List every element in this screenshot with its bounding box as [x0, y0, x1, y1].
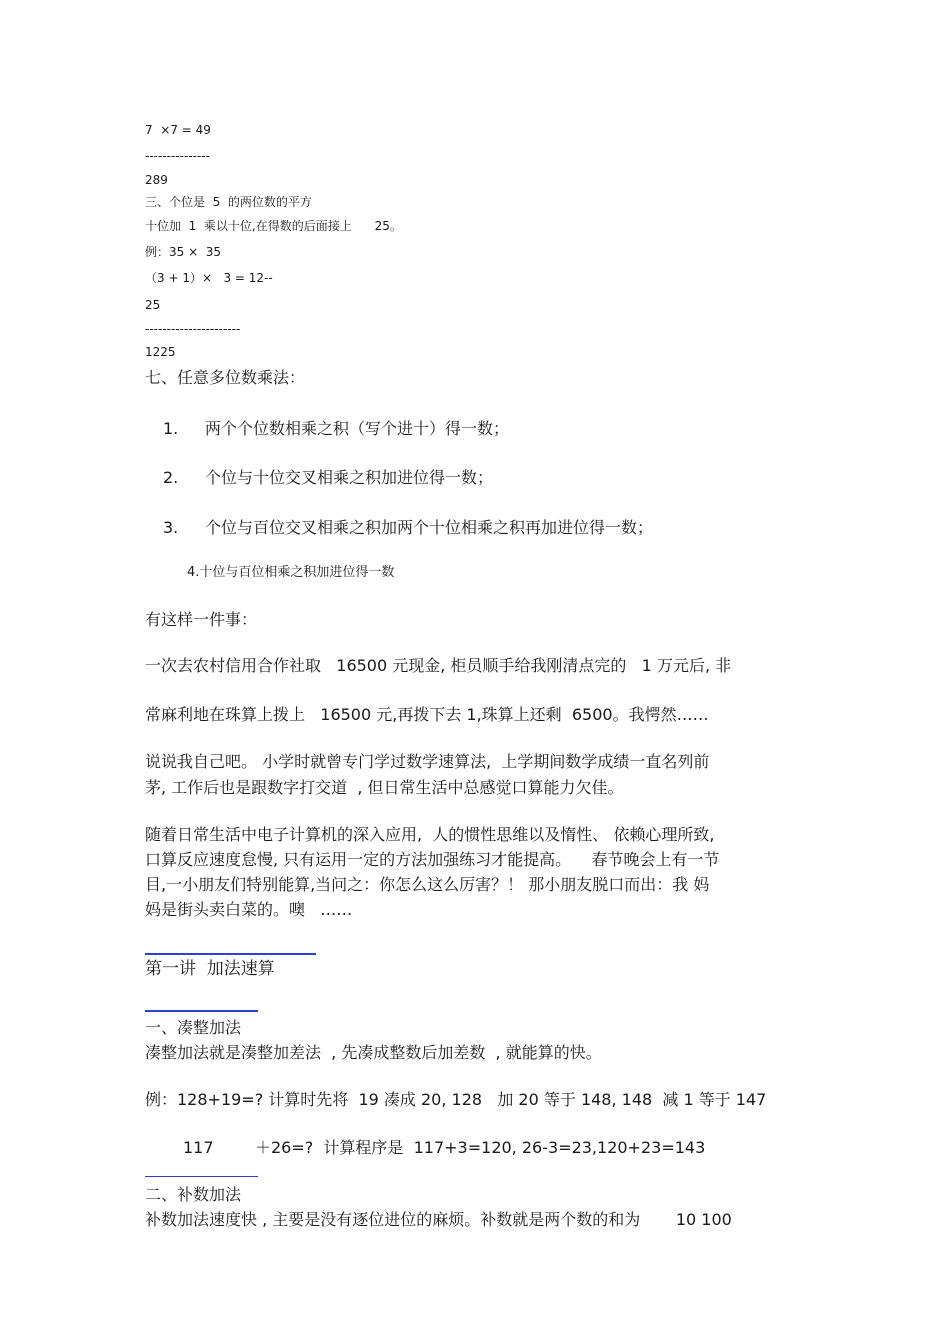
math-divider: ---------------------- — [145, 322, 241, 336]
section-heading: 七、任意多位数乘法： — [145, 368, 306, 387]
paragraph-line: 凑整加法就是凑整加差法 , 先凑成整数后加差数 , 就能算的快。 — [145, 1043, 602, 1062]
math-line: 例：35 × 35 — [145, 245, 222, 259]
list-item-number: 1. — [163, 419, 179, 438]
subsection-heading: 一、凑整加法 — [145, 1018, 242, 1037]
math-line: 25 — [145, 298, 161, 312]
section-rule — [145, 1010, 258, 1012]
paragraph-line: 目,一小朋友们特别能算,当问之：你怎么这么厉害？！ 那小朋友脱口而出：我 妈 — [145, 875, 710, 894]
math-line: 1225 — [145, 345, 176, 359]
section-rule — [145, 1176, 258, 1177]
math-line: 7 ×7 = 49 — [145, 123, 211, 137]
example-line: ＋26=? 计算程序是 117+3=120, 26-3=23,120+23=143 — [255, 1138, 706, 1157]
paragraph-line: 口算反应速度怠慢, 只有运用一定的方法加强练习才能提高。 春节晚会上有一节 — [145, 850, 720, 869]
paragraph-line: 一次去农村信用合作社取 16500 元现金, 柜员顺手给我刚清点完的 1 万元后, 非 — [145, 656, 732, 675]
list-item: 两个个位数相乘之积（写个进十）得一数； — [205, 419, 510, 438]
list-item: 4.十位与百位相乘之积加进位得一数 — [187, 565, 395, 580]
paragraph-line: 补数加法速度快 , 主要是没有逐位进位的麻烦。补数就是两个数的和为 10 100 — [145, 1210, 732, 1229]
subsection-heading: 二、补数加法 — [145, 1185, 242, 1204]
paragraph-line: 说说我自己吧。 小学时就曾专门学过数学速算法, 上学期间数学成绩一直名列前 — [145, 752, 710, 771]
list-item: 个位与百位交叉相乘之积加两个十位相乘之积再加进位得一数； — [205, 518, 654, 537]
list-item-number: 2. — [163, 468, 179, 487]
subsection-heading: 三、个位是 5 的两位数的平方 — [145, 195, 312, 209]
math-rule-text: 十位加 1 乘以十位,在得数的后面接上 25。 — [145, 219, 402, 233]
paragraph-line: 茅, 工作后也是跟数字打交道 , 但日常生活中总感觉口算能力欠佳。 — [145, 778, 624, 797]
paragraph-line: 有这样一件事： — [145, 610, 258, 629]
paragraph-line: 妈是街头卖白菜的。噢 …… — [145, 900, 353, 919]
example-number: 117 — [183, 1138, 214, 1157]
example-line: 例：128+19=? 计算时先将 19 凑成 20, 128 加 20 等于 148, 148 减 1 等于 147 — [145, 1090, 767, 1109]
math-divider: --------------- — [145, 149, 210, 163]
lecture-title: 第一讲 加法速算 — [145, 959, 275, 979]
paragraph-line: 常麻利地在珠算上拨上 16500 元,再拨下去 1,珠算上还剩 6500。我愕然…… — [145, 705, 709, 724]
list-item-number: 3. — [163, 518, 179, 537]
list-item: 个位与十位交叉相乘之积加进位得一数； — [205, 468, 494, 487]
section-rule — [145, 953, 316, 955]
paragraph-line: 随着日常生活中电子计算机的深入应用, 人的惯性思维以及惰性、 依赖心理所致, — [145, 825, 715, 844]
math-line: （3 + 1）× 3 = 12-- — [145, 271, 273, 285]
math-line: 289 — [145, 173, 168, 187]
